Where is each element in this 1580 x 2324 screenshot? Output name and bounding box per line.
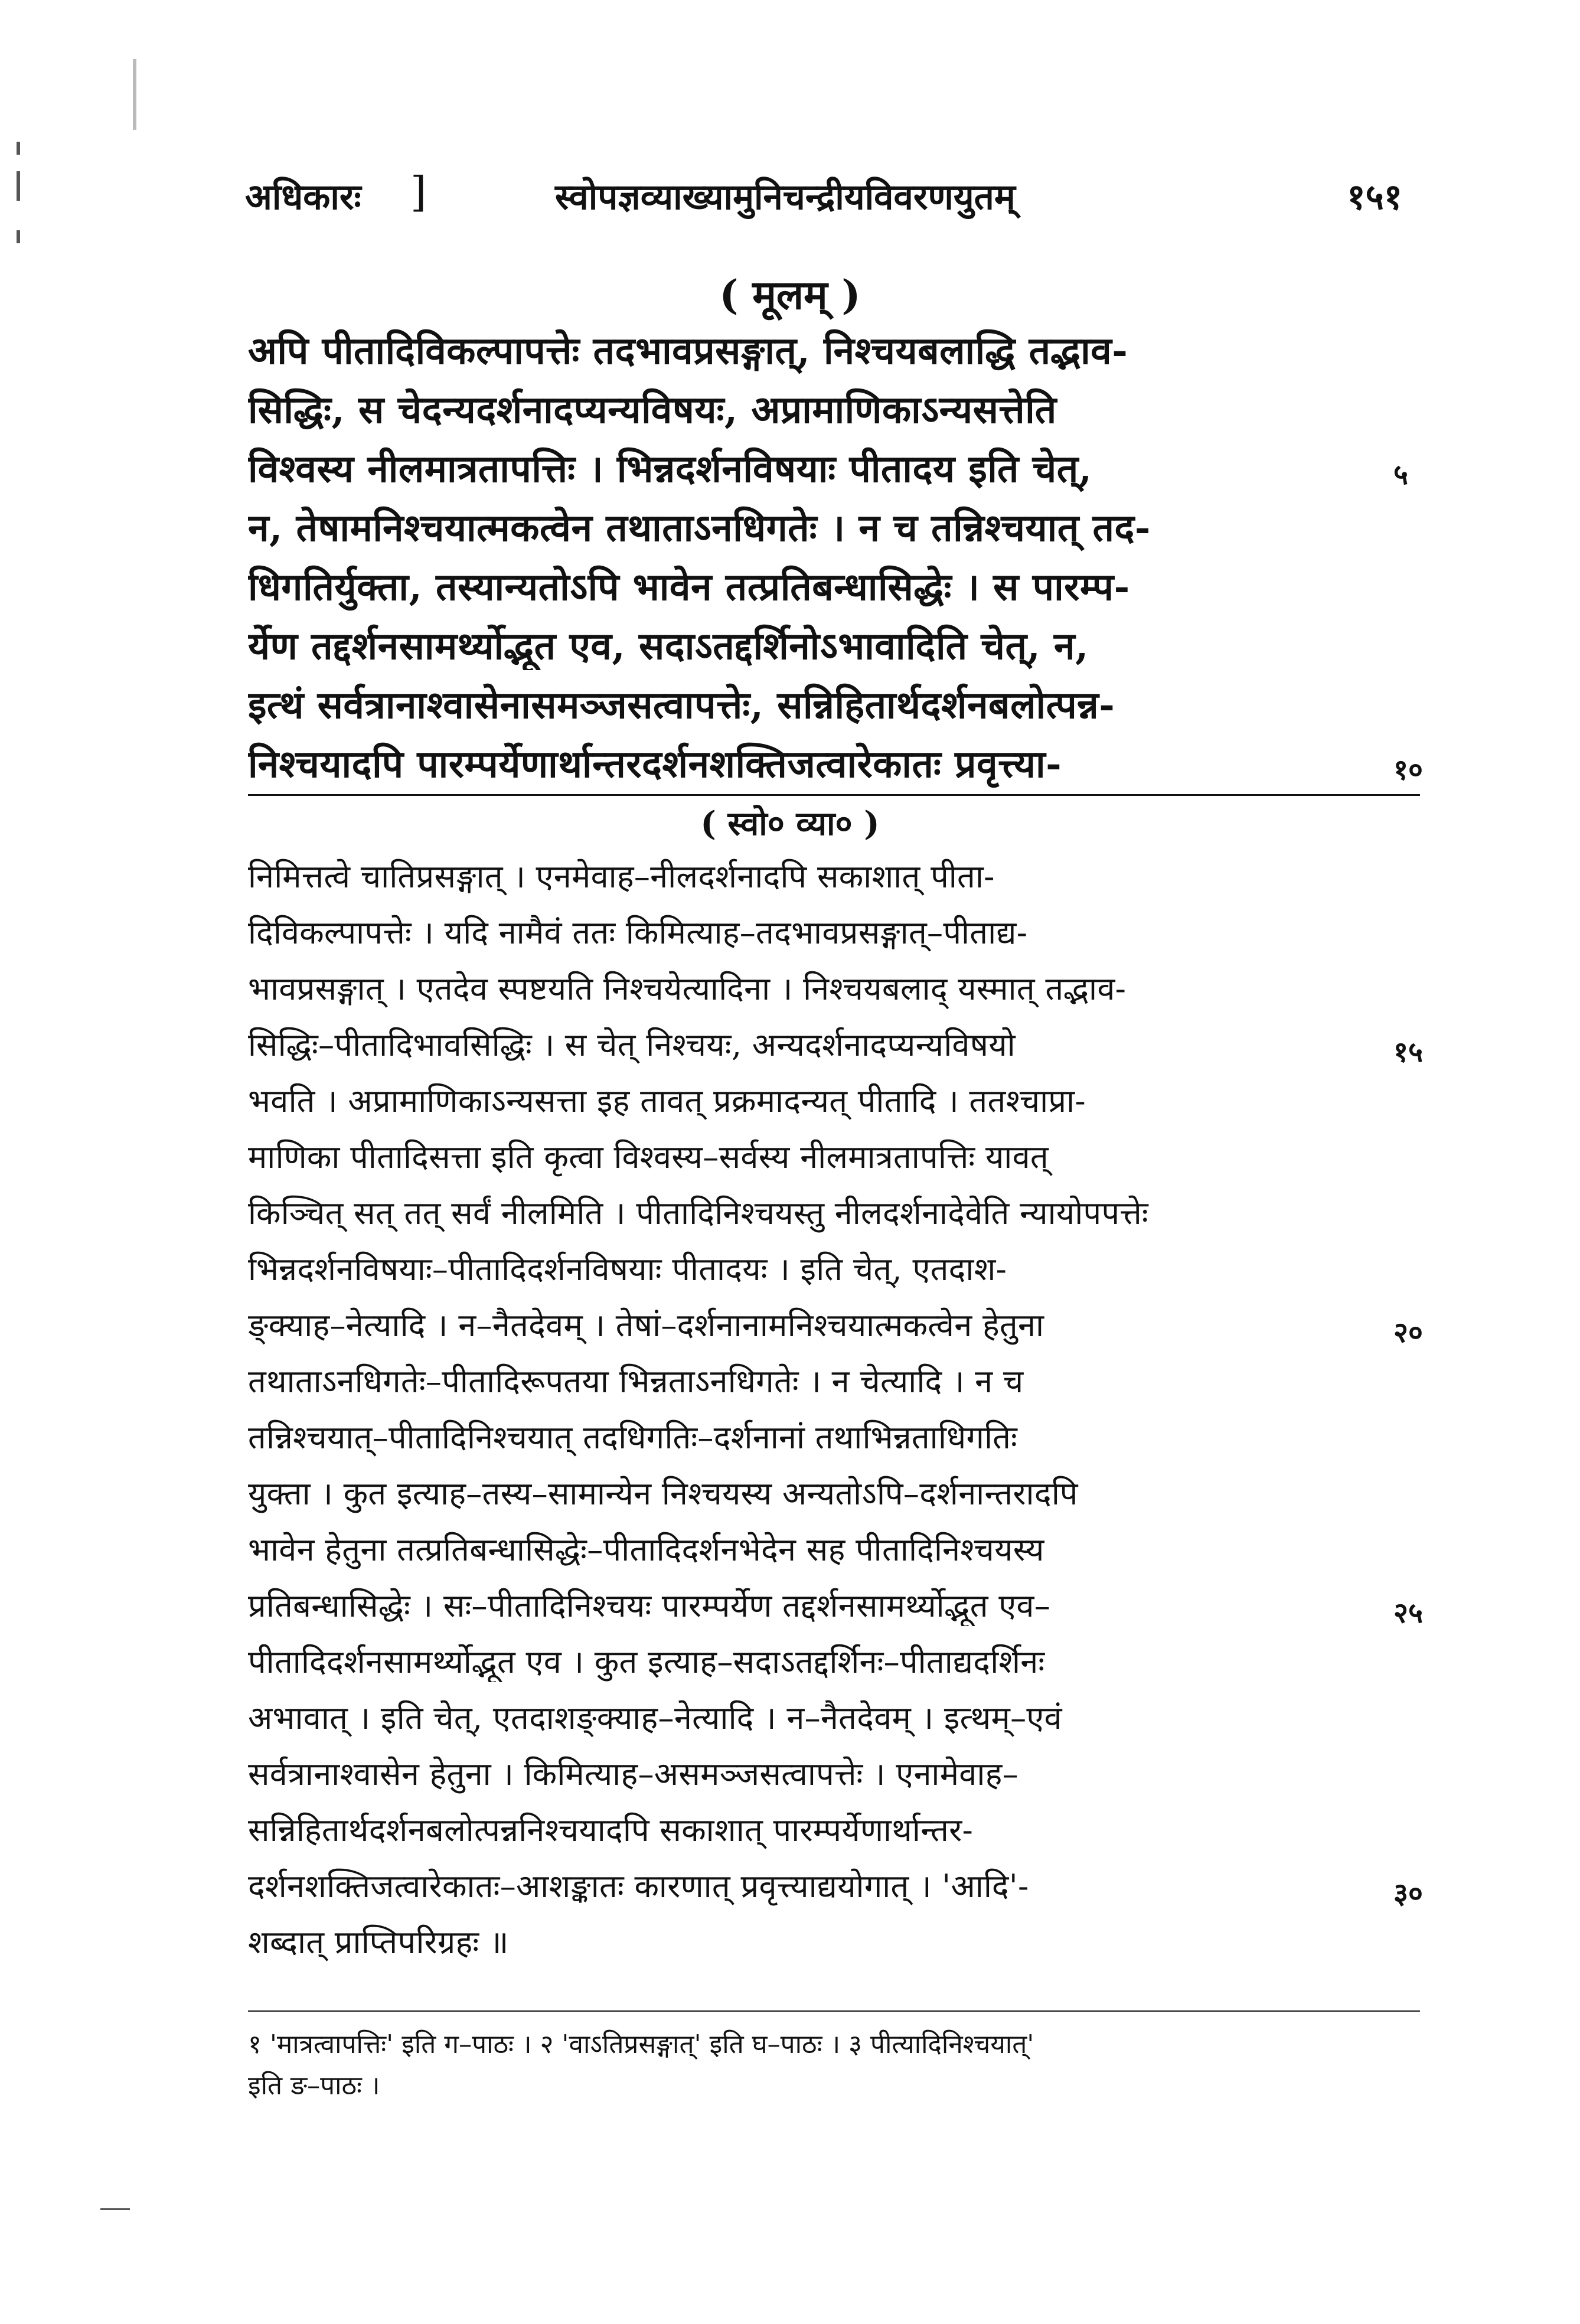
commentary-line: भवति । अप्रामाणिकाऽन्यसत्ता इह तावत् प्रक्रमादन्यत् पीतादि । ततश्चाप्रा- xyxy=(248,1082,1086,1119)
commentary-heading: ( स्वो० व्या० ) xyxy=(700,804,880,843)
commentary-line: दिविकल्पापत्तेः । यदि नामैवं ततः किमित्याह–तदभावप्रसङ्गात्–पीताद्य- xyxy=(248,914,1028,951)
header-bracket: ] xyxy=(410,168,427,216)
commentary-line: तन्निश्चयात्–पीतादिनिश्चयात् तदधिगतिः–दर्शनानां तथाभिन्नताधिगतिः xyxy=(248,1419,1018,1456)
commentary-line: ङ्क्याह–नेत्यादि । न–नैतदेवम् । तेषां–दर्शनानामनिश्चयात्मकत्वेन हेतुना xyxy=(248,1307,1044,1344)
header-book-title: स्वोपज्ञव्याख्यामुनिचन्द्रीयविवरणयुतम् xyxy=(555,177,1016,218)
commentary-line: माणिका पीतादिसत्ता इति कृत्वा विश्वस्य–सर्वस्य नीलमात्रतापत्तिः यावत् xyxy=(248,1138,1049,1176)
line-number: १० xyxy=(1393,753,1423,786)
commentary-line: युक्ता । कुत इत्याह–तस्य–सामान्येन निश्चयस्य अन्यतोऽपि–दर्शनान्तरादपि xyxy=(248,1475,1078,1512)
running-header xyxy=(245,168,1402,224)
header-section-label: अधिकारः xyxy=(245,177,361,218)
commentary-line: निमित्तत्वे चातिप्रसङ्गात् । एनमेवाह–नीलदर्शनादपि सकाशात् पीता- xyxy=(248,858,995,895)
scan-mark xyxy=(17,171,20,201)
scan-mark xyxy=(17,142,20,155)
mulam-heading: ( मूलम् ) xyxy=(719,272,861,319)
commentary-line: दर्शनशक्तिजत्वारेकातः–आशङ्कातः कारणात् प्रवृत्त्याद्ययोगात् । 'आदि'- xyxy=(248,1868,1029,1905)
line-number: २५ xyxy=(1393,1597,1423,1630)
mulam-line: न, तेषामनिश्चयात्मकत्वेन तथाताऽनधिगतेः । न च तन्निश्चयात् तद- xyxy=(248,506,1151,550)
line-number: ५ xyxy=(1393,458,1408,491)
line-number: २० xyxy=(1393,1316,1423,1349)
commentary-line: भावेन हेतुना तत्प्रतिबन्धासिद्धेः–पीतादिदर्शनभेदेन सह पीतादिनिश्चयस्य xyxy=(248,1531,1044,1568)
footnote-line: इति ङ–पाठः । xyxy=(248,2071,380,2101)
scan-mark xyxy=(17,230,20,243)
commentary-line: किञ्चित् सत् तत् सर्वं नीलमिति । पीतादिनिश्चयस्तु नीलदर्शनादेवेति न्यायोपपत्तेः xyxy=(248,1194,1148,1232)
mulam-line: इत्थं सर्वत्रानाश्वासेनासमञ्जसत्वापत्तेः, सन्निहितार्थदर्शनबलोत्पन्न- xyxy=(248,683,1115,727)
footnote-line: १ 'मात्रत्वापत्तिः' इति ग–पाठः । २ 'वाऽतिप्रसङ्गात्' इति घ–पाठः । ३ पीत्यादिनिश्चयात्' xyxy=(248,2029,1034,2059)
mulam-line: निश्चयादपि पारम्पर्येणार्थान्तरदर्शनशक्तिजत्वारेकातः प्रवृत्त्या- xyxy=(248,742,1062,786)
scan-mark xyxy=(100,2208,130,2210)
commentary-line: शब्दात् प्राप्तिपरिग्रहः ॥ xyxy=(248,1924,509,1961)
mulam-line: धिगतिर्युक्ता, तस्यान्यतोऽपि भावेन तत्प्रतिबन्धासिद्धेः । स पारम्प- xyxy=(248,565,1130,609)
mulam-line: सिद्धिः, स चेदन्यदर्शनादप्यन्यविषयः, अप्रामाणिकाऽन्यसत्तेति xyxy=(248,388,1057,432)
commentary-line: सिद्धिः–पीतादिभावसिद्धिः । स चेत् निश्चयः, अन्यदर्शनादप्यन्यविषयो xyxy=(248,1026,1016,1063)
commentary-line: भावप्रसङ्गात् । एतदेव स्पष्टयति निश्चयेत्यादिना । निश्चयबलाद् यस्मात् तद्भाव- xyxy=(248,970,1127,1007)
mulam-line: र्येण तद्दर्शनसामर्थ्योद्भूत एव, सदाऽतद्दर्शिनोऽभावादिति चेत्, न, xyxy=(248,624,1089,668)
section-divider xyxy=(248,794,1420,796)
scan-mark xyxy=(133,59,136,130)
mulam-line: विश्वस्य नीलमात्रतापत्तिः । भिन्नदर्शनविषयाः पीतादय इति चेत्, xyxy=(248,447,1092,491)
commentary-line: तथाताऽनधिगतेः–पीतादिरूपतया भिन्नताऽनधिगतेः । न चेत्यादि । न च xyxy=(248,1363,1024,1400)
mulam-line: अपि पीतादिविकल्पापत्तेः तदभावप्रसङ्गात्, निश्चयबलाद्धि तद्भाव- xyxy=(248,329,1128,373)
page-number: १५१ xyxy=(1347,177,1402,218)
commentary-line: सन्निहितार्थदर्शनबलोत्पन्ननिश्चयादपि सकाशात् पारम्पर्येणार्थान्तर- xyxy=(248,1811,974,1849)
footnote-divider xyxy=(248,2010,1420,2012)
commentary-line: प्रतिबन्धासिद्धेः । सः–पीतादिनिश्चयः पारम्पर्येण तद्दर्शनसामर्थ्योद्भूत एव– xyxy=(248,1587,1051,1624)
commentary-line: पीतादिदर्शनसामर्थ्योद्भूत एव । कुत इत्याह–सदाऽतद्दर्शिनः–पीताद्यदर्शिनः xyxy=(248,1643,1045,1680)
line-number: १५ xyxy=(1393,1036,1423,1069)
line-number: ३० xyxy=(1393,1877,1423,1910)
commentary-line: अभावात् । इति चेत्, एतदाशङ्क्याह–नेत्यादि । न–नैतदेवम् । इत्थम्–एवं xyxy=(248,1699,1062,1737)
commentary-line: भिन्नदर्शनविषयाः–पीतादिदर्शनविषयाः पीतादयः । इति चेत्, एतदाश- xyxy=(248,1251,1007,1288)
commentary-line: सर्वत्रानाश्वासेन हेतुना । किमित्याह–असमञ्जसत्वापत्तेः । एनामेवाह– xyxy=(248,1755,1018,1793)
